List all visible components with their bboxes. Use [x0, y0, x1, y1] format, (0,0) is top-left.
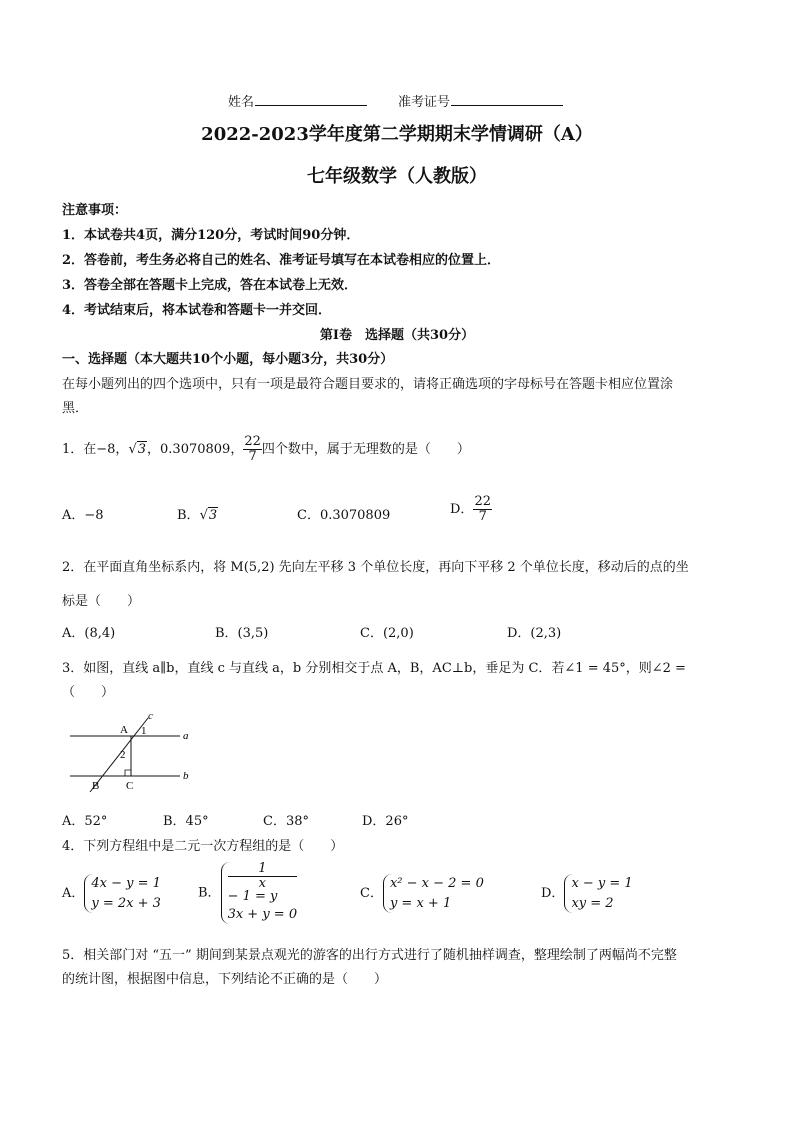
equation-system: 1 x − 1 = y 3x + y = 0: [221, 862, 298, 924]
q1-option-a: A．−8: [62, 508, 104, 523]
label-line-a: a: [183, 730, 189, 742]
q4-option-a: A． 4x − y = 1 y = 2x + 3: [62, 874, 161, 913]
exam-id-blank: [451, 93, 563, 106]
page-subtitle: 七年级数学（人教版）: [307, 166, 487, 187]
page-title: 2022-2023学年度第二学期期末学情调研（A）: [201, 124, 593, 145]
instruction-line: 在每小题列出的四个选项中，只有一项是最符合题目要求的，请将正确选项的字母标号在答题卡相应位置涂: [62, 377, 674, 392]
question-5-stem-line2: 的统计图，根据图中信息，下列结论不正确的是（ ）: [62, 972, 388, 987]
question-2-stem-line1: 2．在平面直角坐标系内，将 M(5,2) 先向左平移 3 个单位长度，再向下平移 2 个单位长度，移动后的点的坐: [62, 560, 689, 575]
equation-system: x − y = 1 xy = 2: [564, 874, 632, 913]
name-blank: [255, 93, 367, 106]
instruction-line: 黑．: [62, 401, 89, 416]
sqrt-radicand: 3: [137, 442, 147, 457]
note-item: 3．答卷全部在答题卡上完成，答在本试卷上无效．: [62, 278, 358, 293]
part-heading: 一、选择题（本大题共10个小题，每小题3分，共30分）: [62, 352, 394, 367]
question-4-stem: 4．下列方程组中是二元一次方程组的是（ ）: [62, 839, 344, 854]
question-1-stem: 1．在−8，√3，0.3070809， $\frac{22}{7}$ 四个数中，属于无理数的是（ ）: [62, 434, 470, 464]
parallel-lines-figure: [62, 708, 202, 794]
label-angle-1: 1: [141, 725, 147, 737]
note-item: 4．考试结束后，将本试卷和答题卡一并交回．: [62, 303, 332, 318]
q3-option-c: C．38°: [263, 814, 309, 829]
q1-option-b: B．√3: [177, 508, 218, 523]
name-label: 姓名: [228, 95, 255, 110]
q2-option-a: A．(8,4): [62, 626, 116, 641]
q4-option-c: C． x² − x − 2 = 0 y = x + 1: [360, 874, 484, 913]
label-angle-2: 2: [120, 749, 126, 761]
label-point-C: C: [126, 780, 134, 792]
question-3-stem-line2: （ ）: [62, 685, 115, 700]
equation-system: 4x − y = 1 y = 2x + 3: [84, 874, 161, 913]
note-item: 2．答卷前，考生务必将自己的姓名、准考证号填写在本试卷相应的位置上．: [62, 253, 501, 268]
q2-option-b: B．(3,5): [215, 626, 269, 641]
q4-option-d: D． x − y = 1 xy = 2: [541, 874, 633, 913]
q2-option-d: D．(2,3): [507, 626, 562, 641]
q3-option-b: B．45°: [163, 814, 209, 829]
equation-system: x² − x − 2 = 0 y = x + 1: [383, 874, 484, 913]
question-3-stem-line1: 3．如图，直线 a∥b，直线 c 与直线 a，b 分别相交于点 A，B，AC⊥b，垂足为 C．若∠1 = 45°，则∠2 =: [62, 661, 686, 676]
label-line-b: b: [183, 770, 189, 782]
name-field: [228, 91, 367, 110]
q3-option-a: A．52°: [62, 814, 108, 829]
q1-option-c: C．0.3070809: [297, 508, 391, 523]
section-title: 第Ⅰ卷 选择题（共30分）: [319, 328, 475, 343]
notes-heading: 注意事项：: [62, 203, 128, 218]
question-5-stem-line1: 5．相关部门对 “五一” 期间到某景点观光的游客的出行方式进行了随机抽样调查，整理绘制了两幅尚不完整: [62, 948, 677, 963]
question-2-stem-line2: 标是（ ）: [62, 594, 141, 609]
note-item: 1．本试卷共4页，满分120分，考试时间90分钟．: [62, 228, 360, 243]
fraction: $\frac{22}{7}$: [244, 434, 261, 464]
exam-id-label: 准考证号: [398, 95, 451, 110]
q3-option-d: D．26°: [362, 814, 409, 829]
label-point-A: A: [120, 724, 128, 736]
q2-option-c: C．(2,0): [360, 626, 414, 641]
exam-id-field: [398, 91, 563, 110]
q1-option-d: D． $\frac{22}{7}$: [450, 494, 491, 524]
label-line-c: c: [148, 710, 153, 722]
label-point-B: B: [92, 780, 100, 792]
q4-option-b: B． 1 x − 1 = y 3x + y = 0: [198, 862, 297, 924]
